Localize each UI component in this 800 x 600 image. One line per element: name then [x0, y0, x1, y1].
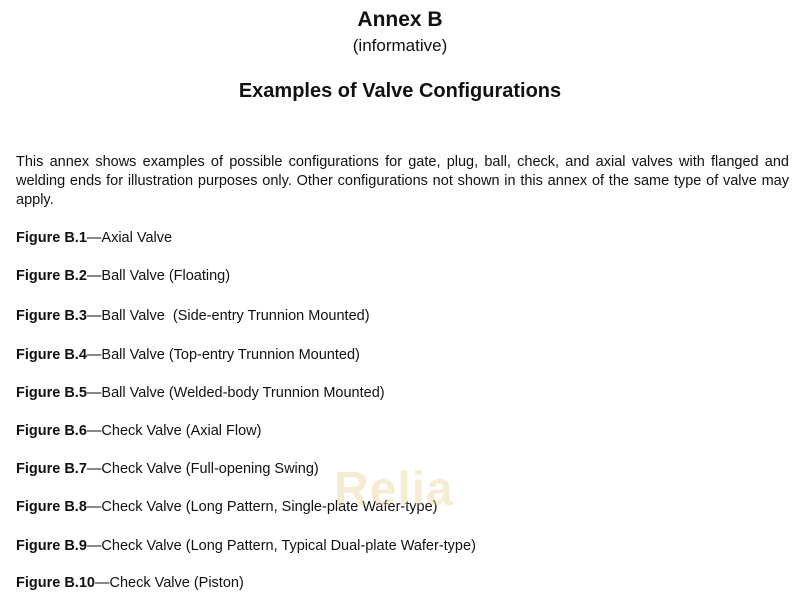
figure-description: —Ball Valve (Top-entry Trunnion Mounted)	[86, 347, 360, 363]
figure-number: Figure B.5	[16, 385, 87, 401]
figure-item	[16, 267, 230, 285]
intro-paragraph: This annex shows examples of possible configurations for gate, plug, ball, check, and axial valves with flanged and welding ends for illustration purposes only. Other configurations not shown in this annex of the same type of valve may apply.	[16, 154, 789, 208]
figure-description: —Axial Valve	[86, 230, 173, 246]
figure-description: —Ball Valve (Side-entry Trunnion Mounted)	[86, 308, 370, 324]
figure-number: Figure B.9	[16, 538, 87, 554]
figure-description: —Check Valve (Piston)	[94, 575, 244, 591]
figure-item	[16, 498, 437, 516]
figure-item	[16, 384, 385, 402]
figure-description: —Check Valve (Long Pattern, Typical Dual-plate Wafer-type)	[86, 538, 476, 554]
figure-description: —Ball Valve (Welded-body Trunnion Mounted)	[86, 385, 385, 401]
figure-description: —Check Valve (Full-opening Swing)	[86, 461, 319, 477]
figure-number: Figure B.10	[16, 575, 95, 591]
annex-subtitle: (informative)	[352, 36, 448, 55]
figure-item	[16, 346, 360, 364]
figure-item	[16, 537, 476, 555]
section-title: Examples of Valve Configurations	[238, 80, 562, 102]
figure-number: Figure B.1	[16, 230, 87, 246]
figure-number: Figure B.3	[16, 308, 87, 324]
figure-number: Figure B.6	[16, 423, 87, 439]
annex-title: Annex B	[357, 8, 443, 31]
figure-number: Figure B.2	[16, 268, 87, 284]
figure-item	[16, 229, 172, 247]
figure-item	[16, 307, 370, 325]
figure-number: Figure B.8	[16, 499, 87, 515]
watermark: Relia	[334, 463, 454, 516]
figure-description: —Ball Valve (Floating)	[86, 268, 231, 284]
figure-description: —Check Valve (Axial Flow)	[86, 423, 262, 439]
figure-number: Figure B.7	[16, 461, 87, 477]
figure-item	[16, 422, 262, 440]
figure-item	[16, 574, 244, 592]
figure-number: Figure B.4	[16, 347, 87, 363]
figure-description: —Check Valve (Long Pattern, Single-plate Wafer-type)	[86, 499, 438, 515]
figure-item	[16, 460, 319, 478]
